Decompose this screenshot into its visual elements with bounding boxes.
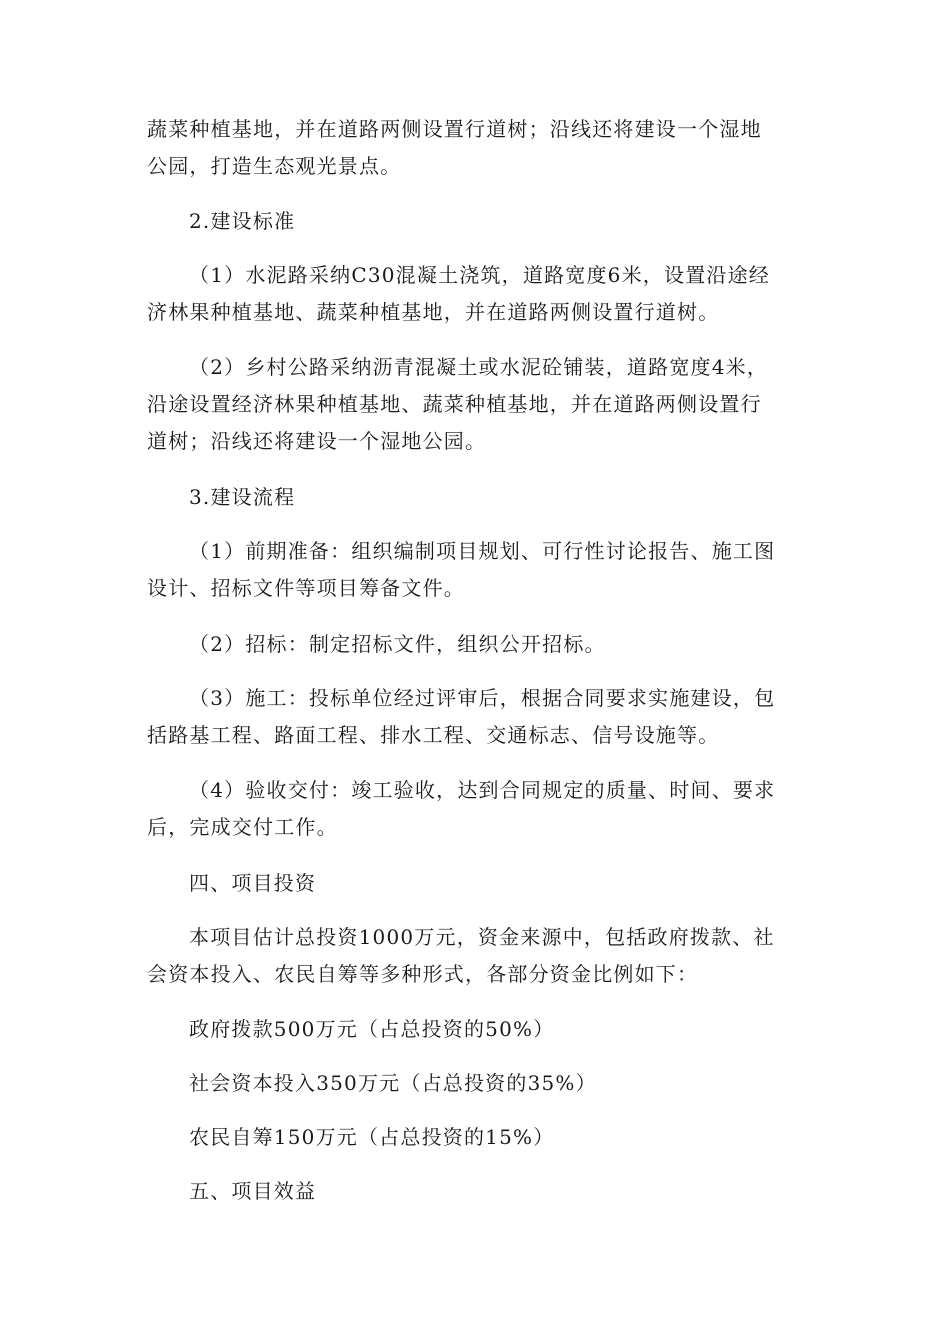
heading-construction-standards xyxy=(147,203,807,240)
text-line: 道树；沿线还将建设一个湿地公园。 xyxy=(147,429,487,453)
heading-project-investment xyxy=(147,865,807,902)
text-line: （1）水泥路采纳C30混凝土浇筑，道路宽度6米，设置沿途经 xyxy=(189,263,771,287)
paragraph-investment-social xyxy=(147,1065,807,1102)
text-line: 后，完成交付工作。 xyxy=(147,815,338,839)
text-line: 蔬菜种植基地，并在道路两侧设置行道树；沿线还将建设一个湿地 xyxy=(147,117,762,141)
text-line: 3.建设流程 xyxy=(189,485,296,509)
paragraph-standard-2 xyxy=(147,349,807,460)
text-line: 四、项目投资 xyxy=(189,871,317,895)
text-line: （4）验收交付：竣工验收，达到合同规定的质量、时间、要求 xyxy=(189,778,776,802)
heading-construction-process xyxy=(147,479,807,516)
paragraph-investment-farmer xyxy=(147,1119,807,1156)
paragraph-process-2 xyxy=(147,626,807,663)
text-line: 括路基工程、路面工程、排水工程、交通标志、信号设施等。 xyxy=(147,723,720,747)
text-line: 农民自筹150万元（占总投资的15%） xyxy=(189,1125,555,1149)
text-line: 社会资本投入350万元（占总投资的35%） xyxy=(189,1071,597,1095)
text-line: （3）施工：投标单位经过评审后，根据合同要求实施建设，包 xyxy=(189,686,776,710)
paragraph-process-3 xyxy=(147,680,807,754)
text-line: 会资本投入、农民自筹等多种形式，各部分资金比例如下： xyxy=(147,962,699,986)
text-line: 公园，打造生态观光景点。 xyxy=(147,154,402,178)
paragraph-investment-intro xyxy=(147,919,807,993)
text-line: 2.建设标准 xyxy=(189,209,296,233)
text-line: 沿途设置经济林果种植基地、蔬菜种植基地，并在道路两侧设置行 xyxy=(147,392,762,416)
text-line: 济林果种植基地、蔬菜种植基地，并在道路两侧设置行道树。 xyxy=(147,300,720,324)
text-line: （1）前期准备：组织编制项目规划、可行性讨论报告、施工图 xyxy=(189,539,776,563)
text-line: 政府拨款500万元（占总投资的50%） xyxy=(189,1017,555,1041)
paragraph-process-4 xyxy=(147,772,807,846)
text-line: （2）招标：制定招标文件，组织公开招标。 xyxy=(189,632,606,656)
paragraph-standard-1 xyxy=(147,257,807,331)
paragraph-process-1 xyxy=(147,533,807,607)
paragraph-continuation xyxy=(147,111,807,185)
text-line: 五、项目效益 xyxy=(189,1179,317,1203)
text-line: 设计、招标文件等项目筹备文件。 xyxy=(147,576,465,600)
text-line: （2）乡村公路采纳沥青混凝土或水泥砼铺装，道路宽度4米， xyxy=(189,355,769,379)
paragraph-investment-government xyxy=(147,1011,807,1048)
text-line: 本项目估计总投资1000万元，资金来源中，包括政府拨款、社 xyxy=(189,925,775,949)
heading-project-benefits xyxy=(147,1173,807,1210)
